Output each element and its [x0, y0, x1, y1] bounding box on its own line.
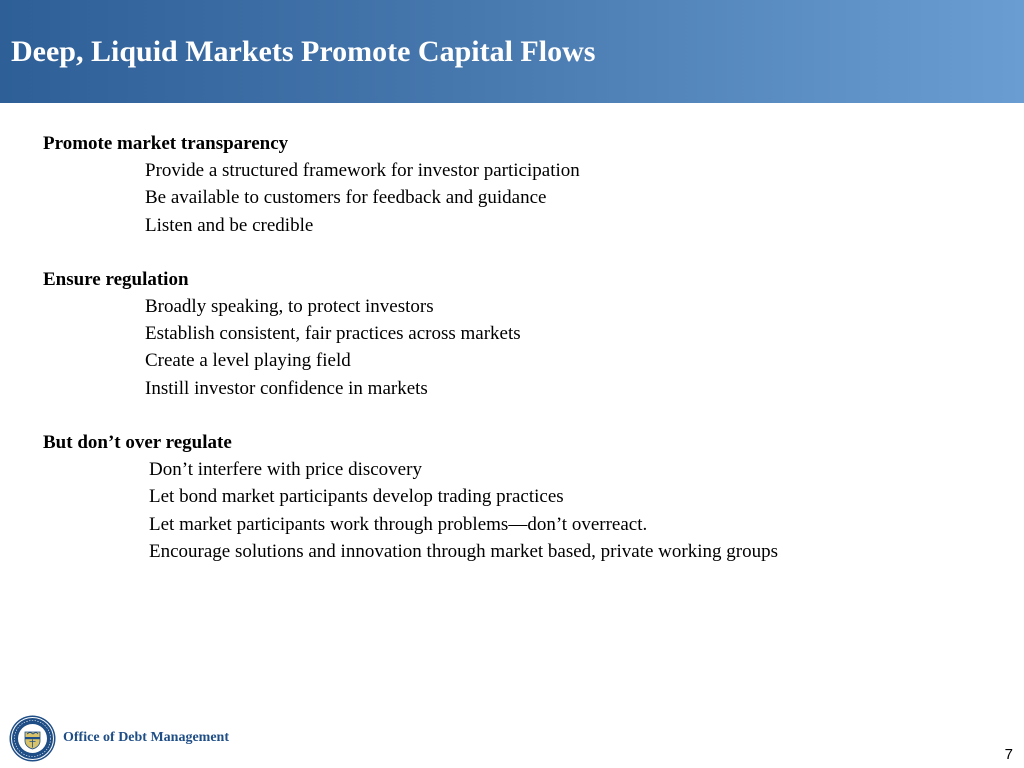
- treasury-seal-icon: [9, 715, 56, 762]
- section-over-regulate: [43, 429, 1003, 565]
- section-regulation: [43, 266, 1003, 402]
- office-label: Office of Debt Management: [63, 730, 230, 745]
- bullet-item: Don’t interfere with price discovery: [149, 459, 422, 481]
- bullet-item: Be available to customers for feedback and guidance: [145, 187, 547, 209]
- bullet-item: Establish consistent, fair practices across markets: [145, 323, 521, 345]
- bullet-item: Instill investor confidence in markets: [145, 377, 428, 399]
- bullet-item: Provide a structured framework for investor participation: [145, 160, 580, 181]
- slide-content: [43, 130, 1003, 592]
- bullet-item: Let bond market participants develop trading practices: [149, 486, 564, 508]
- bullet-item: Create a level playing field: [145, 350, 351, 372]
- section-heading: Promote market transparency: [43, 133, 289, 154]
- bullet-item: Listen and be credible: [145, 214, 314, 236]
- section-transparency: [43, 130, 1003, 239]
- title-bar: [0, 0, 1024, 103]
- section-heading: Ensure regulation: [43, 268, 189, 290]
- bullet-item: Let market participants work through problems—don’t overreact.: [149, 513, 648, 535]
- section-heading: But don’t over regulate: [43, 432, 232, 454]
- slide-title: Deep, Liquid Markets Promote Capital Flows: [11, 35, 596, 68]
- bullet-item: Broadly speaking, to protect investors: [145, 295, 434, 317]
- bullet-item: Encourage solutions and innovation through market based, private working groups: [149, 540, 778, 562]
- page-number: 7: [1004, 746, 1013, 763]
